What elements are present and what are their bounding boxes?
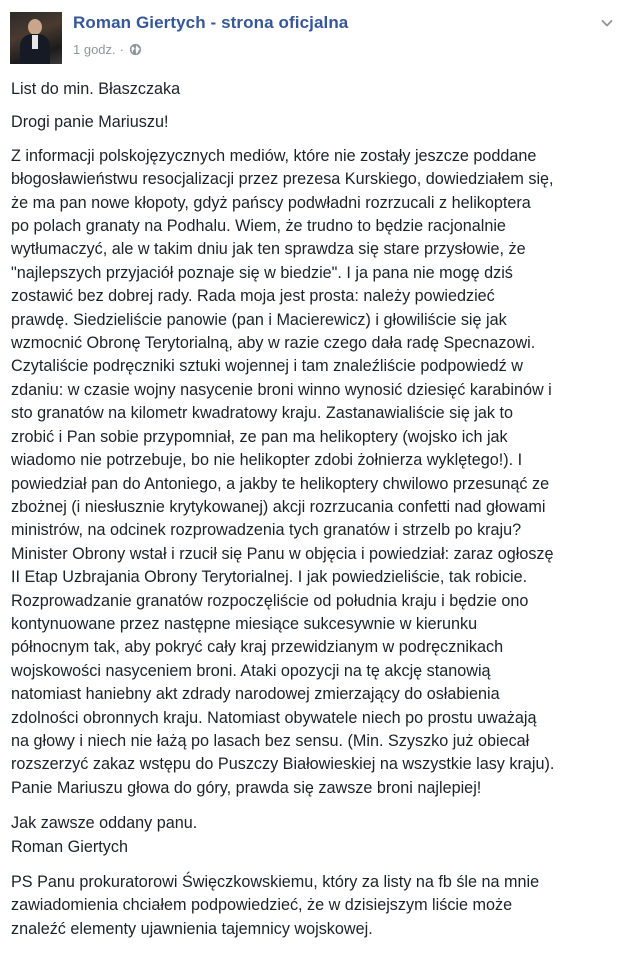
post-greeting: Drogi panie Mariuszu! [11,113,169,132]
meta-separator: · [119,41,124,57]
post-postscript: PS Panu prokuratorowi Święczkowskiemu, który za listy na fb śle na mnie zawiadomienia chciałem podpowiedzieć, że w dzisiejszym liście może znaleźć elementy ujawnienia tajemnicy wojskowej. [11,873,540,938]
globe-icon[interactable] [129,43,142,56]
chevron-down-icon[interactable] [600,16,614,30]
post-header [10,10,620,66]
post-content [11,78,617,953]
post-closing: Jak zawsze oddany panu. Roman Giertych [11,814,198,856]
avatar-shirt [32,35,38,49]
post-timestamp[interactable]: 1 godz. [73,41,116,57]
post-meta [73,40,142,58]
avatar[interactable] [10,12,62,64]
avatar-head [28,19,42,35]
post-main-text: Z informacji polskojęzycznych mediów, które nie zostały jeszcze poddane błogosławieństwu resocjalizacji przez prezesa Kurskiego, dowiedziałem się, że ma pan nowe kłopoty, gdyż pańscy podwładni rozrzucali z helikoptera po polach granaty na Podhalu. Wiem, że trudno to będzie racjonalnie wytłumaczyć, ale w takim dniu jak ten sprawdza się stare przysłowie, że "najlepszych przyjaciół poznaje się w biedzie". I ja pana nie mogę dziś zostawić bez dobrej rady. Rada moja jest prosta: należy powiedzieć prawdę. Siedzieliście panowie (pan i Macierewicz) i głowiliście się jak wzmocnić Obronę Terytorialną, aby w razie czego dała radę Specnazowi. Czytaliście podręczniki sztuki wojennej i tam znaleźliście podpowiedź w zdaniu: w czasie wojny nasycenie broni winno wynosić dziesięć karabinów i sto granatów na kilometr kwadratowy kraju. Zastanawialiście się jak to zrobić i Pan sobie przypomniał, ze pan ma helikoptery (wojsko ich jak wiadomo nie potrzebuje, bo nie helikopter zdobi żołnierza wyklętego!). I powiedział pan do Antoniego, a jakby te helikoptery chwilowo przesunąć ze zbożnej (i niesłusznie krytykowanej) akcji rozrzucania confetti nad głowami ministrów, na odcinek rozprowadzenia tych granatów i strzelb po kraju? Minister Obrony wstał i rzucił się Panu w objęcia i powiedział: zaraz ogłoszę II Etap Uzbrajania Obrony Terytorialnej. I jak powiedzieliście, tak robicie. Rozprowadzanie granatów rozpoczęliście od południa kraju i będzie ono kontynuowane przez następne miesiące sukcesywnie w kierunku północnym tak, aby pokryć cały kraj przewidzianym w podręcznikach wojskowości nasyceniem broni. Ataki opozycji na tę akcję stanowią natomiast haniebny akt zdrady narodowej zmierzający do osłabienia zdolności obronnych kraju. Natomiast obywatele niech po prostu uważają na głowy i niech nie łażą po lasach bez sensu. (Min. Szyszko już obiecał rozszerzyć zakaz wstępu do Puszczy Białowieskiej na wszystkie lasy kraju). Panie Mariuszu głowa do góry, prawda się zawsze broni najlepiej! [11,146,555,797]
author-name-link[interactable]: Roman Giertych - strona oficjalna [73,13,349,32]
post-title: List do min. Błaszczaka [11,80,181,98]
